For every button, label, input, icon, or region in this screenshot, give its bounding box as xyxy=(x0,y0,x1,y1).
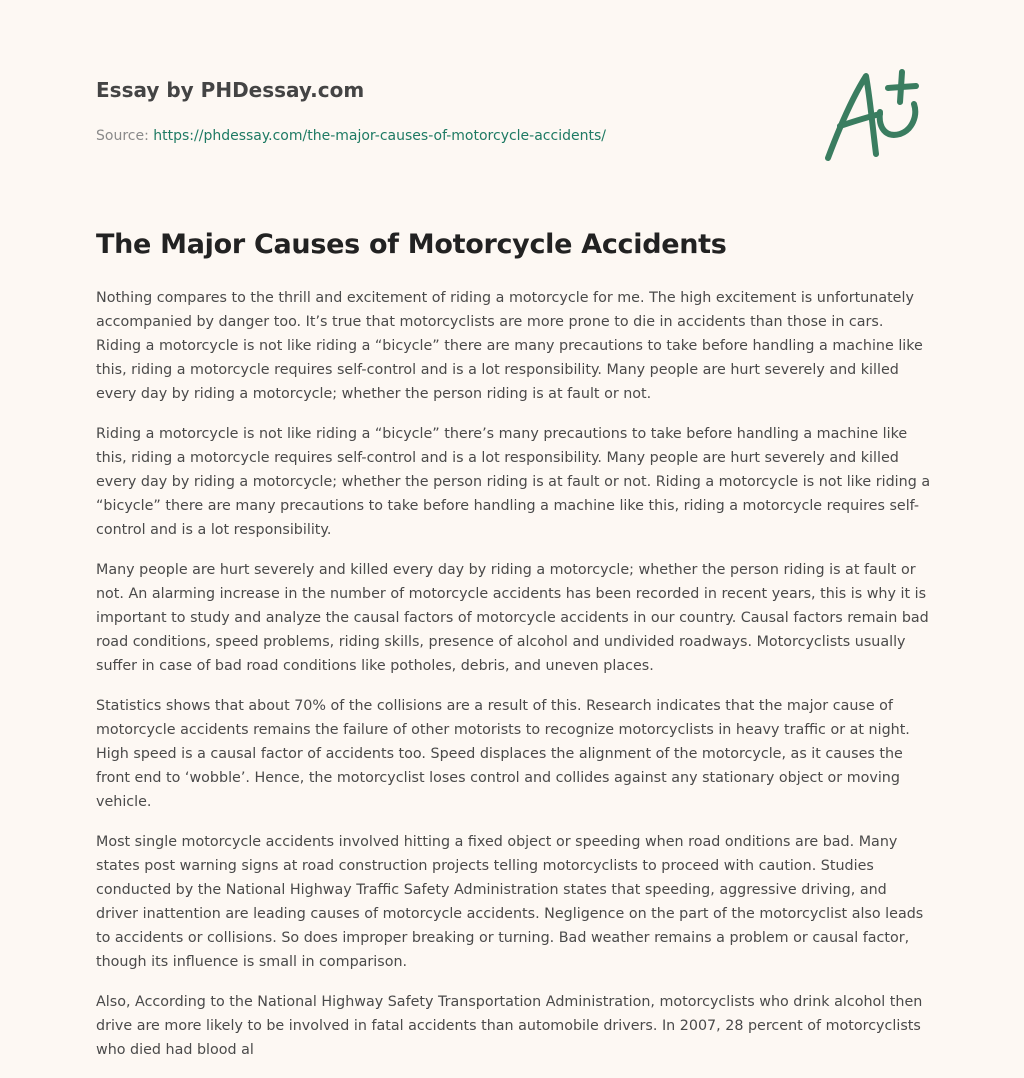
paragraph: Most single motorcycle accidents involved hitting a fixed object or speeding when road onditions are bad. Many states post warning signs at road construction projects telling motorcyclists to proceed with caution. Studies conducted by the National Highway Traffic Safety Administration states that speeding, aggressive driving, and driver inattention are leading causes of motorcycle accidents. Negligence on the part of the motorcyclist also leads to accidents or collisions. So does improper breaking or turning. Bad weather remains a problem or causal factor, though its influence is small in comparison. xyxy=(96,834,924,970)
source-label: Source: xyxy=(96,128,154,144)
essay-header xyxy=(96,76,736,146)
paragraph: Many people are hurt severely and killed every day by riding a motorcycle; whether the person riding is at fault or not. An alarming increase in the number of motorcycle accidents has been recorded in recent years, this is why it is important to study and analyze the causal factors of motorcycle accidents in our country. Causal factors remain bad road conditions, speed problems, riding skills, presence of alcohol and undivided roadways. Motorcyclists usually suffer in case of bad road conditions like potholes, debris, and uneven places. xyxy=(96,562,929,674)
paragraph: Statistics shows that about 70% of the collisions are a result of this. Research indicates that the major cause of motorcycle accidents remains the failure of other motorists to recognize motorcyclists in heavy traffic or at night. High speed is a causal factor of accidents too. Speed displaces the alignment of the motorcycle, as it causes the front end to ‘wobble’. Hence, the motorcyclist loses control and collides against any stationary object or moving vehicle. xyxy=(96,698,910,810)
site-brand: Essay by PHDessay.com xyxy=(96,78,365,102)
paragraph: Riding a motorcycle is not like riding a “bicycle” there’s many precautions to take before handling a machine like this, riding a motorcycle requires self-control and is a lot responsibility. Many people are hurt severely and killed every day by riding a motorcycle; whether the person riding is at fault or not. Riding a motorcycle is not like riding a “bicycle” there are many precautions to take before handling a machine like this, riding a motorcycle requires self-control and is a lot responsibility. xyxy=(96,426,931,538)
paragraph: Also, According to the National Highway Safety Transportation Administration, motorcyclists who drink alcohol then drive are more likely to be involved in fatal accidents than automobile drivers. In 2007, 28 percent of motorcyclists who died had blood al xyxy=(96,994,923,1058)
essay-title: The Major Causes of Motorcycle Accidents xyxy=(96,229,727,260)
source-line xyxy=(96,126,736,146)
source-link[interactable]: https://phdessay.com/the-major-causes-of-motorcycle-accidents/ xyxy=(153,128,606,144)
a-plus-logo-icon xyxy=(818,64,930,168)
paragraph: Nothing compares to the thrill and excitement of riding a motorcycle for me. The high excitement is unfortunately accompanied by danger too. It’s true that motorcyclists are more prone to die in accidents than those in cars. Riding a motorcycle is not like riding a “bicycle” there are many precautions to take before handling a machine like this, riding a motorcycle requires self-control and is a lot responsibility. Many people are hurt severely and killed every day by riding a motorcycle; whether the person riding is at fault or not. xyxy=(96,290,923,402)
essay-body xyxy=(96,286,932,1078)
